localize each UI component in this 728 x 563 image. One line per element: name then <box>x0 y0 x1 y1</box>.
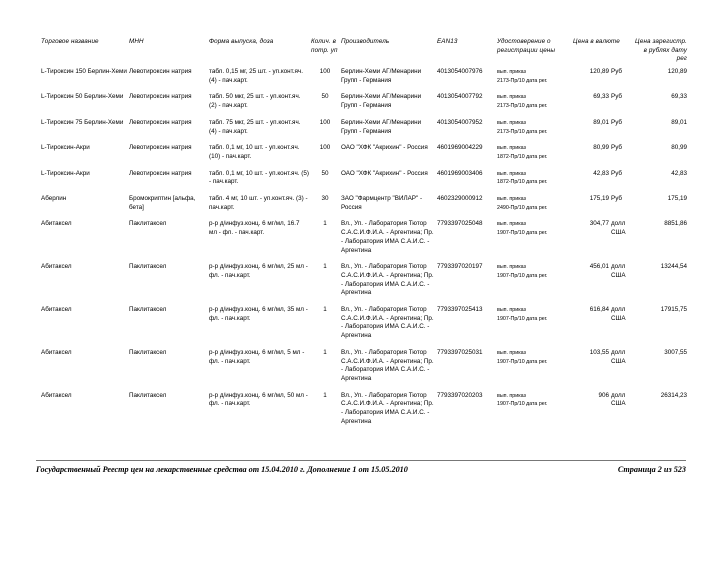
table-row <box>40 93 688 110</box>
cert-cell <box>496 170 572 187</box>
cert-cell <box>496 119 572 136</box>
table-row <box>40 170 688 187</box>
price-rub-cell: 8851,86 <box>664 220 688 228</box>
cert-order-label: вып. приказ <box>497 119 526 126</box>
price-currency-cell: 456,01 <box>589 263 609 271</box>
currency-cell: долл США <box>611 220 626 237</box>
cert-order-number: 2173-Пр/10 дата рег. <box>497 103 548 110</box>
row-spacer-cell <box>40 187 688 195</box>
table-row <box>40 263 688 298</box>
page-footer <box>36 460 686 475</box>
row-spacer-cell <box>40 212 688 220</box>
price-currency-cell: 42,83 <box>593 169 609 177</box>
inn-cell: Паклитаксел <box>129 391 167 399</box>
price-currency-cell: 616,84 <box>589 306 609 314</box>
form-cell: табл. 0,15 мг, 25 шт. - уп.конт.яч. (4) - пач.карт. <box>209 68 303 84</box>
currency-cell: долл США <box>611 391 626 408</box>
ean-cell: 4601969003406 <box>437 169 483 177</box>
cert-order-label: вып. приказ <box>497 196 526 203</box>
row-spacer-cell <box>40 298 688 306</box>
row-spacer <box>40 427 688 435</box>
qty-cell: 100 <box>319 118 331 126</box>
form-cell: р-р д/инфуз.конц. 6 мг/мл, 50 мл - фл. - пач.карт. <box>209 391 308 408</box>
inn-cell: Паклитаксел <box>129 306 167 314</box>
price-currency-cell: 89,01 <box>593 118 609 126</box>
cert-cell <box>496 68 572 85</box>
currency-cell: долл США <box>611 263 626 279</box>
price-rub-cell: 3007,55 <box>664 348 688 356</box>
cert-order-number: 1872-Пр/10 дата рег. <box>497 153 548 160</box>
ean-cell: 4013054007976 <box>437 68 483 75</box>
qty-cell: 30 <box>321 195 329 203</box>
form-cell: р-р д/инфуз.конц. 6 мг/мл, 25 мл - фл. - пач.карт. <box>209 263 308 279</box>
row-spacer <box>40 136 688 144</box>
qty-cell: 100 <box>319 144 331 152</box>
row-spacer-cell <box>40 136 688 144</box>
trade-name-cell: L-Тироксин 50 Берлин-Хеми <box>41 93 124 101</box>
price-register-table <box>40 38 688 435</box>
manufacturer-cell: Вл., Уп. - Лаборатория Тютор С.А.С.И.Ф.И.А. - Аргентина; Пр. - Лаборатория ИМА С.А.И.С. - Аргентина <box>341 220 434 254</box>
cert-order-number: 1907-Пр/10 дата рег. <box>497 315 548 322</box>
currency-cell: Руб <box>611 68 623 75</box>
currency-cell: Руб <box>611 93 623 101</box>
table-row <box>40 220 688 255</box>
cert-order-label: вып. приказ <box>497 69 526 75</box>
ean-cell: 4013054007952 <box>437 118 483 126</box>
currency-cell: долл США <box>611 306 626 322</box>
trade-name-cell: Абитаксел <box>41 391 72 399</box>
cert-order-label: вып. приказ <box>497 221 526 228</box>
cert-order-number: 2490-Пр/10 дата рег. <box>497 204 548 211</box>
price-currency-cell: 80,99 <box>593 144 609 152</box>
cert-order-number: 1872-Пр/10 дата рег. <box>497 179 548 186</box>
trade-name-cell: L-Тироксин-Акри <box>41 169 90 177</box>
cert-order-number: 2173-Пр/10 дата рег. <box>497 77 548 84</box>
price-rub-cell: 13244,54 <box>660 263 688 271</box>
page-number: Страница 2 из 523 <box>617 465 686 474</box>
qty-cell: 1 <box>323 263 327 271</box>
ean-cell: 7793397020203 <box>437 391 483 399</box>
manufacturer-cell: ОАО "ХФК "Акрихин" - Россия <box>341 169 428 177</box>
currency-cell: Руб <box>611 118 623 126</box>
currency-cell: Руб <box>611 144 623 152</box>
form-cell: табл. 75 мкг, 25 шт. - уп.конт.яч. (4) - пач.карт. <box>209 118 301 135</box>
manufacturer-cell: Берлин-Хеми АГ/Менарини Групп - Германия <box>341 93 422 110</box>
cert-order-label: вып. приказ <box>497 392 526 399</box>
ean-cell: 4602329000912 <box>437 195 483 203</box>
form-cell: р-р д/инфуз.конц. 6 мг/мл, 16.7 мл - фл. - пач.карт. <box>209 220 300 237</box>
header-row <box>40 38 688 68</box>
qty-cell: 50 <box>321 169 329 177</box>
qty-cell: 1 <box>323 391 327 399</box>
header-form: Форма выпуска, доза <box>209 38 274 45</box>
cert-cell <box>496 93 572 110</box>
row-spacer-cell <box>40 427 688 435</box>
currency-cell: Руб <box>611 169 623 177</box>
ean-cell: 4013054007792 <box>437 93 483 101</box>
inn-cell: Левотироксин натрия <box>129 169 192 177</box>
cert-order-number: 1907-Пр/10 дата рег. <box>497 401 548 408</box>
row-spacer <box>40 341 688 349</box>
header-trade-name: Торговое название <box>41 38 99 45</box>
inn-cell: Паклитаксел <box>129 263 167 271</box>
table-row <box>40 68 688 85</box>
cert-order-number: 2173-Пр/10 дата рег. <box>497 128 548 135</box>
row-spacer-cell <box>40 162 688 170</box>
row-spacer-cell <box>40 341 688 349</box>
header-price-currency: Цена в валюте <box>573 38 620 45</box>
trade-name-cell: L-Тироксин-Акри <box>41 144 90 152</box>
table-row <box>40 349 688 384</box>
currency-cell: Руб <box>611 195 623 203</box>
manufacturer-cell: Берлин-Хеми АГ/Менарини Групп - Германия <box>341 68 422 84</box>
price-rub-cell: 42,83 <box>671 169 688 177</box>
table-row <box>40 119 688 136</box>
form-cell: р-р д/инфуз.конц. 6 мг/мл, 35 мл - фл. - пач.карт. <box>209 306 308 322</box>
price-rub-cell: 26314,23 <box>660 391 688 399</box>
ean-cell: 7793397025048 <box>437 220 483 228</box>
inn-cell: Левотироксин натрия <box>129 144 192 152</box>
form-cell: табл. 0,1 мг, 10 шт. - уп.конт.яч. (5) - пач.карт. <box>209 169 309 186</box>
price-currency-cell: 175,19 <box>589 195 609 203</box>
cert-cell <box>496 392 572 427</box>
price-currency-cell: 906 <box>598 391 609 399</box>
cert-cell <box>496 144 572 161</box>
currency-cell: долл США <box>611 348 626 365</box>
price-currency-cell: 120,89 <box>589 68 609 75</box>
inn-cell: Левотироксин натрия <box>129 118 192 126</box>
row-spacer <box>40 85 688 93</box>
row-spacer <box>40 212 688 220</box>
manufacturer-cell: Вл., Уп. - Лаборатория Тютор С.А.С.И.Ф.И.А. - Аргентина; Пр. - Лаборатория ИМА С.А.И.С. - Аргентина <box>341 391 434 425</box>
cert-cell <box>496 349 572 384</box>
inn-cell: Паклитаксел <box>129 348 167 356</box>
trade-name-cell: Абитаксел <box>41 220 72 228</box>
ean-cell: 4601969004229 <box>437 144 483 152</box>
cert-cell <box>496 306 572 341</box>
price-rub-cell: 175,19 <box>667 195 688 203</box>
cert-order-label: вып. приказ <box>497 94 526 101</box>
row-spacer-cell <box>40 255 688 263</box>
cert-order-number: 1907-Пр/10 дата рег. <box>497 358 548 365</box>
header-ean: EAN13 <box>437 38 458 45</box>
manufacturer-cell: Вл., Уп. - Лаборатория Тютор С.А.С.И.Ф.И.А. - Аргентина; Пр. - Лаборатория ИМА С.А.И.С. - Аргентина <box>341 306 434 340</box>
header-manufacturer: Производитель <box>341 38 390 45</box>
manufacturer-cell: ОАО "ХФК "Акрихин" - Россия <box>341 144 428 152</box>
trade-name-cell: Аберлин <box>41 195 67 203</box>
cert-order-label: вып. приказ <box>497 349 526 356</box>
inn-cell: Левотироксин натрия <box>129 68 192 75</box>
qty-cell: 1 <box>323 306 327 314</box>
ean-cell: 7793397025413 <box>437 306 483 314</box>
inn-cell: Левотироксин натрия <box>129 93 192 101</box>
row-spacer-cell <box>40 85 688 93</box>
cert-order-label: вып. приказ <box>497 264 526 271</box>
cert-cell <box>496 220 572 255</box>
manufacturer-cell: Вл., Уп. - Лаборатория Тютор С.А.С.И.Ф.И.А. - Аргентина; Пр. - Лаборатория ИМА С.А.И.С. - Аргентина <box>341 348 434 382</box>
trade-name-cell: L-Тироксин 150 Берлин-Хеми <box>41 68 127 75</box>
form-cell: табл. 0,1 мг, 10 шт. - уп.конт.яч. (10) - пач.карт. <box>209 144 300 160</box>
cert-order-number: 1907-Пр/10 дата рег. <box>497 272 548 279</box>
row-spacer <box>40 255 688 263</box>
manufacturer-cell: Берлин-Хеми АГ/Менарини Групп - Германия <box>341 118 422 135</box>
trade-name-cell: L-Тироксин 75 Берлин-Хеми <box>41 118 124 126</box>
cert-order-label: вып. приказ <box>497 170 526 177</box>
ean-cell: 7793397020197 <box>437 263 483 271</box>
cert-order-label: вып. приказ <box>497 145 526 152</box>
row-spacer-cell <box>40 384 688 392</box>
inn-cell: Бромокриптин [альфа, бета] <box>129 195 196 211</box>
price-currency-cell: 103,55 <box>589 348 609 356</box>
price-rub-cell: 80,99 <box>671 144 688 152</box>
row-spacer-cell <box>40 111 688 119</box>
trade-name-cell: Абитаксел <box>41 306 72 314</box>
table-row <box>40 392 688 427</box>
form-cell: р-р д/инфуз.конц. 6 мг/мл, 5 мл - фл. - пач.карт. <box>209 348 305 365</box>
price-rub-cell: 69,33 <box>671 93 688 101</box>
trade-name-cell: Абитаксел <box>41 348 72 356</box>
row-spacer <box>40 384 688 392</box>
cert-cell <box>496 263 572 298</box>
table-row <box>40 144 688 161</box>
trade-name-cell: Абитаксел <box>41 263 72 271</box>
qty-cell: 1 <box>323 348 327 356</box>
header-cert: Удостоверение о регистрации цены <box>497 38 556 54</box>
form-cell: табл. 50 мкг, 25 шт. - уп.конт.яч. (2) - пач.карт. <box>209 93 301 110</box>
header-price-rub: Цена зарегистр. в рублях дату рег <box>635 38 688 63</box>
table-row <box>40 306 688 341</box>
row-spacer <box>40 111 688 119</box>
qty-cell: 1 <box>323 220 327 228</box>
inn-cell: Паклитаксел <box>129 220 167 228</box>
table-row <box>40 195 688 212</box>
footer-title: Государственный Реестр цен на лекарственные средства от 15.04.2010 г. Дополнение 1 от 15.05.2010 <box>36 465 408 474</box>
manufacturer-cell: Вл., Уп. - Лаборатория Тютор С.А.С.И.Ф.И.А. - Аргентина; Пр. - Лаборатория ИМА С.А.И.С. - Аргентина <box>341 263 434 297</box>
qty-cell: 100 <box>319 68 331 75</box>
header-inn: МНН <box>129 38 144 45</box>
cert-order-number: 1907-Пр/10 дата рег. <box>497 230 548 237</box>
row-spacer <box>40 187 688 195</box>
row-spacer <box>40 298 688 306</box>
row-spacer <box>40 162 688 170</box>
price-rub-cell: 17915,75 <box>660 306 688 314</box>
price-currency-cell: 69,33 <box>593 93 609 101</box>
qty-cell: 50 <box>321 93 329 101</box>
price-currency-cell: 304,77 <box>589 220 609 228</box>
form-cell: табл. 4 мг, 10 шт. - уп.конт.яч. (3) - пач.карт. <box>209 195 308 211</box>
cert-cell <box>496 195 572 212</box>
cert-order-label: вып. приказ <box>497 307 526 314</box>
price-rub-cell: 120,89 <box>667 68 688 75</box>
price-rub-cell: 89,01 <box>671 118 688 126</box>
ean-cell: 7793397025031 <box>437 348 483 356</box>
manufacturer-cell: ЗАО "Фармцентр "ВИЛАР" - Россия <box>341 195 423 211</box>
header-qty: Колич. в потр. уп <box>311 38 338 54</box>
